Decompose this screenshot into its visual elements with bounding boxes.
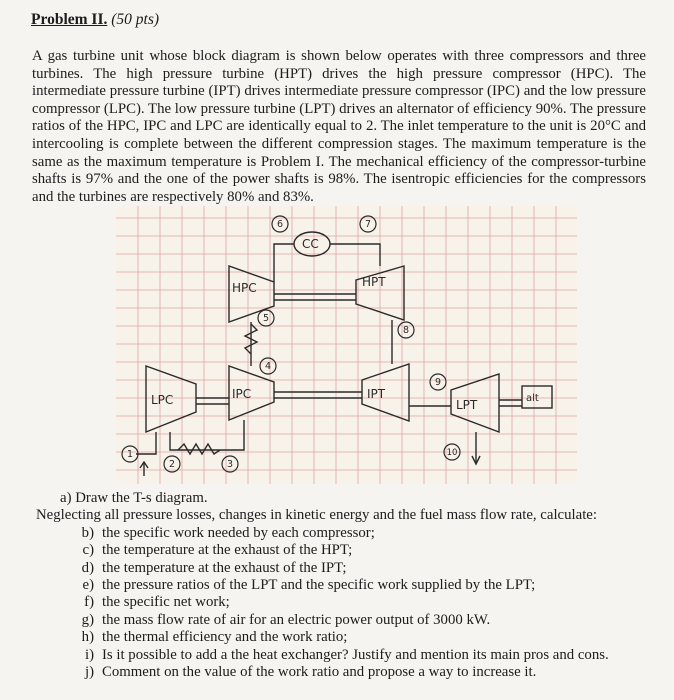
question-item [70, 629, 656, 646]
question-item [70, 594, 656, 611]
lpt-label: LPT [456, 398, 478, 412]
question-text: the specific work needed by each compressor; [102, 524, 375, 541]
state-3-label: 3 [226, 459, 234, 470]
problem-statement [32, 48, 646, 206]
lpc-label: LPC [151, 393, 174, 407]
question-a-text: Draw the T-s diagram. [75, 490, 208, 506]
problem-paragraph: A gas turbine unit whose block diagram is shown below operates with three compressors and three turbines. The high pressure turbine (HPT) drives the high pressure compressor (HPC). The intermediate pressure turbine (IPT) drives intermediate pressure compressor (IPC) and the low pressure compressor (LPC). The low pressure turbine (LPT) drives an alternator of efficiency 90%. The pressure ratios of the HPC, IPC and LPC are identically equal to 2. The inlet temperature to the unit is 20°C and intercooling is complete between the different compression stages. The maximum temperature is the same as the maximum temperature is Problem I. The mechanical efficiency of the compressor-turbine shafts is 97% and the one of the power shafts is 98%. The isentropic efficiencies for the compressors and the turbines are respectively 80% and 83%. [32, 48, 646, 205]
question-text: the pressure ratios of the LPT and the specific work supplied by the LPT; [102, 576, 536, 593]
question-text: Is it possible to add a the heat exchanger? Justify and mention its main pros and cons. [102, 646, 609, 663]
question-label: d) [81, 559, 94, 576]
question-text: the thermal efficiency and the work ratio; [102, 629, 348, 646]
question-item [70, 664, 656, 681]
question-text: the temperature at the exhaust of the HPT; [102, 542, 353, 559]
question-label: b) [81, 524, 94, 541]
question-label: c) [82, 542, 94, 559]
question-list [36, 525, 656, 682]
state-4-label: 4 [264, 361, 272, 372]
question-a [60, 490, 656, 507]
state-9-label: 9 [434, 377, 442, 388]
cc-label: CC [302, 237, 319, 251]
ipc-label: IPC [232, 387, 252, 401]
question-label: f) [84, 594, 94, 611]
state-6-label: 6 [276, 219, 284, 230]
problem-number: Problem II. [31, 11, 108, 28]
alt-label: alt [526, 393, 539, 404]
question-text: the mass flow rate of air for an electric power output of 3000 kW. [102, 611, 491, 628]
state-1-label: 1 [126, 449, 134, 460]
state-5-label: 5 [262, 313, 270, 324]
grid-paper [116, 206, 577, 484]
question-label: g) [81, 611, 94, 628]
questions-section [36, 490, 656, 681]
question-label: j) [84, 663, 94, 680]
question-text: the specific net work; [102, 594, 230, 611]
problem-points: (50 pts) [111, 11, 160, 28]
state-7-label: 7 [364, 219, 372, 230]
question-item [70, 560, 656, 577]
question-item [70, 525, 656, 542]
question-label: e) [82, 576, 94, 593]
questions-lead: Neglecting all pressure losses, changes in kinetic energy and the fuel mass flow rate, calculate: [36, 507, 597, 524]
question-label: i) [84, 646, 94, 663]
problem-title [31, 11, 159, 29]
question-item [70, 542, 656, 559]
question-item [70, 577, 656, 594]
state-2-label: 2 [168, 459, 176, 470]
state-10-label: 10 [446, 448, 458, 458]
hpt-label: HPT [362, 275, 386, 289]
hpc-label: HPC [232, 281, 257, 295]
state-8-label: 8 [402, 325, 410, 336]
question-text: the temperature at the exhaust of the IPT; [102, 559, 347, 576]
question-item [70, 612, 656, 629]
question-label: h) [81, 629, 94, 646]
question-item [70, 647, 656, 664]
ipt-label: IPT [367, 387, 386, 401]
block-diagram [116, 206, 577, 484]
question-a-label: a) [60, 490, 72, 506]
question-text: Comment on the value of the work ratio and propose a way to increase it. [102, 663, 537, 680]
